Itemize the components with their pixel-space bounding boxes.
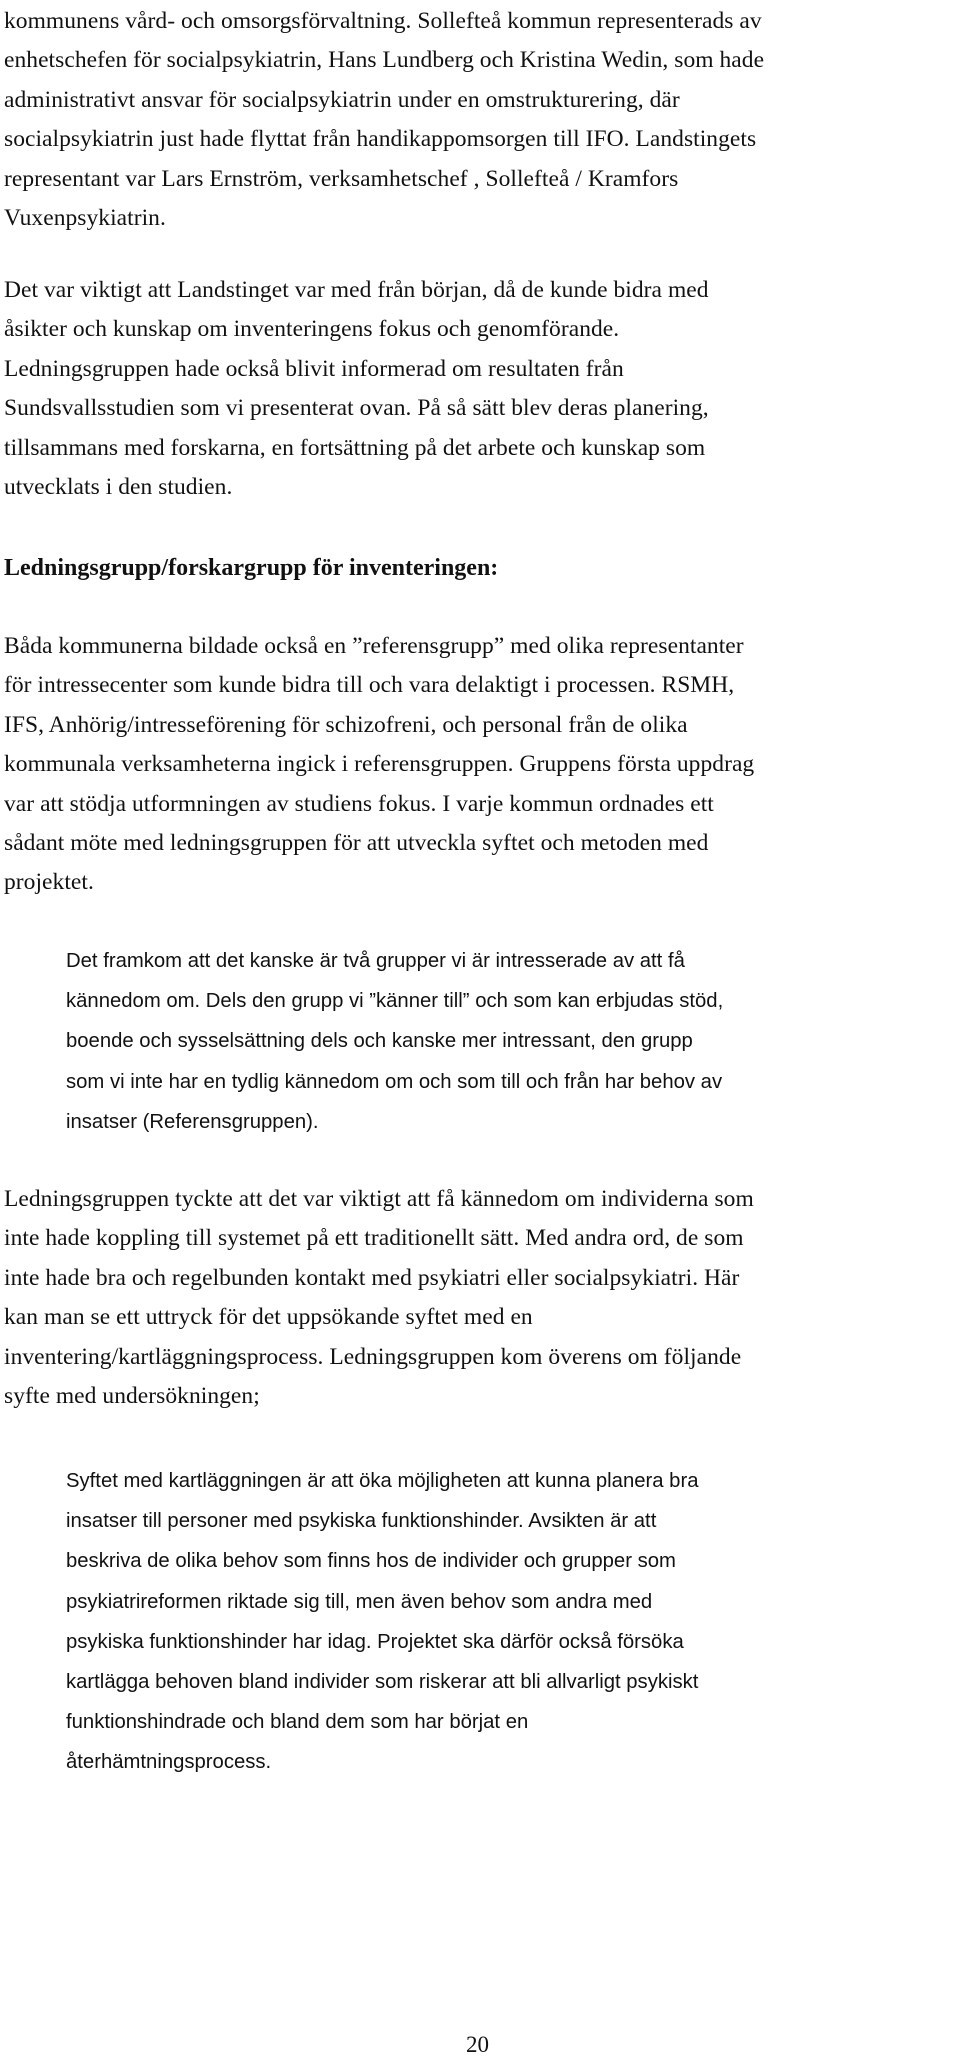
text-line: var att stödja utformningen av studiens fokus. I varje kommun ordnades ett	[4, 790, 714, 817]
quote-line: psykiska funktionshinder har idag. Projektet ska därför också försöka	[66, 1630, 684, 1653]
quote-line: insatser (Referensgruppen).	[66, 1110, 319, 1133]
quote-line: Syftet med kartläggningen är att öka möjligheten att kunna planera bra	[66, 1470, 699, 1492]
quote-line: kartlägga behoven bland individer som riskerar att bli allvarligt psykiskt	[66, 1671, 699, 1694]
text-line: Ledningsgruppen hade också blivit informerad om resultaten från	[4, 355, 624, 382]
quote-line: psykiatrireformen riktade sig till, men även behov som andra med	[66, 1590, 653, 1613]
text-line: kommunala verksamheterna ingick i referensgruppen. Gruppens första uppdrag	[4, 751, 755, 778]
paragraph-landstinget	[4, 271, 954, 507]
text-line: syfte med undersökningen;	[4, 1383, 260, 1410]
text-line: inventering/kartläggningsprocess. Ledningsgruppen kom överens om följande	[4, 1343, 742, 1370]
text-line: sådant möte med ledningsgruppen för att utveckla syftet och metoden med	[4, 830, 709, 857]
quote-referensgruppen	[66, 941, 926, 1142]
text-line: tillsammans med forskarna, en fortsättning på det arbete och kunskap som	[4, 434, 706, 461]
text-line: Vuxenpsykiatrin.	[4, 205, 166, 232]
text-line: administrativt ansvar för socialpsykiatrin under en omstrukturering, där	[4, 86, 680, 113]
text-line: åsikter och kunskap om inventeringens fokus och genomförande.	[4, 316, 620, 343]
text-line: projektet.	[4, 869, 94, 896]
quote-syftet	[66, 1461, 926, 1783]
text-line: Det var viktigt att Landstinget var med från början, då de kunde bidra med	[4, 277, 709, 303]
text-line: Sundsvallsstudien som vi presenterat ovan. På så sätt blev deras planering,	[4, 395, 709, 422]
paragraph-referensgrupp	[4, 627, 954, 903]
text-line: inte hade koppling till systemet på ett traditionellt sätt. Med andra ord, de som	[4, 1225, 744, 1252]
paragraph-ledningsgruppen	[4, 1180, 954, 1416]
quote-line: Det framkom att det kanske är två grupper vi är intresserade av att få	[66, 950, 685, 972]
text-line: för intressecenter som kunde bidra till och vara delaktigt i processen. RSMH,	[4, 672, 735, 699]
quote-line: beskriva de olika behov som finns hos de individer och grupper som	[66, 1550, 676, 1573]
text-line: kan man se ett uttryck för det uppsökande syftet med en	[4, 1304, 533, 1331]
page-number: 20	[466, 2032, 489, 2057]
text-line: Ledningsgruppen tyckte att det var viktigt att få kännedom om individerna som	[4, 1186, 754, 1212]
quote-line: insatser till personer med psykiska funktionshinder. Avsikten är att	[66, 1510, 657, 1533]
section-heading: Ledningsgrupp/forskargrupp för inventeringen:	[4, 555, 499, 581]
text-line: Båda kommunerna bildade också en ”referensgrupp” med olika representanter	[4, 633, 744, 659]
paragraph-referensgrupp-intro	[4, 2, 954, 238]
quote-line: kännedom om. Dels den grupp vi ”känner till” och som kan erbjudas stöd,	[66, 990, 724, 1013]
text-line: inte hade bra och regelbunden kontakt med psykiatri eller socialpsykiatri. Här	[4, 1264, 740, 1291]
text-line: enhetschefen för socialpsykiatrin, Hans Lundberg och Kristina Wedin, som hade	[4, 47, 765, 74]
quote-line: som vi inte har en tydlig kännedom om och som till och från har behov av	[66, 1070, 723, 1093]
quote-line: boende och sysselsättning dels och kanske mer intressant, den grupp	[66, 1030, 693, 1053]
quote-line: återhämtningsprocess.	[66, 1751, 272, 1774]
text-line: representant var Lars Ernström, verksamhetschef , Sollefteå / Kramfors	[4, 165, 679, 192]
quote-line: funktionshindrade och bland dem som har börjat en	[66, 1711, 529, 1734]
text-line: IFS, Anhörig/intresseförening för schizofreni, och personal från de olika	[4, 711, 688, 738]
text-line: utvecklats i den studien.	[4, 474, 233, 501]
text-line: socialpsykiatrin just hade flyttat från handikappomsorgen till IFO. Landstingets	[4, 126, 757, 153]
text-line: kommunens vård- och omsorgsförvaltning. Sollefteå kommun representerads av	[4, 8, 762, 34]
